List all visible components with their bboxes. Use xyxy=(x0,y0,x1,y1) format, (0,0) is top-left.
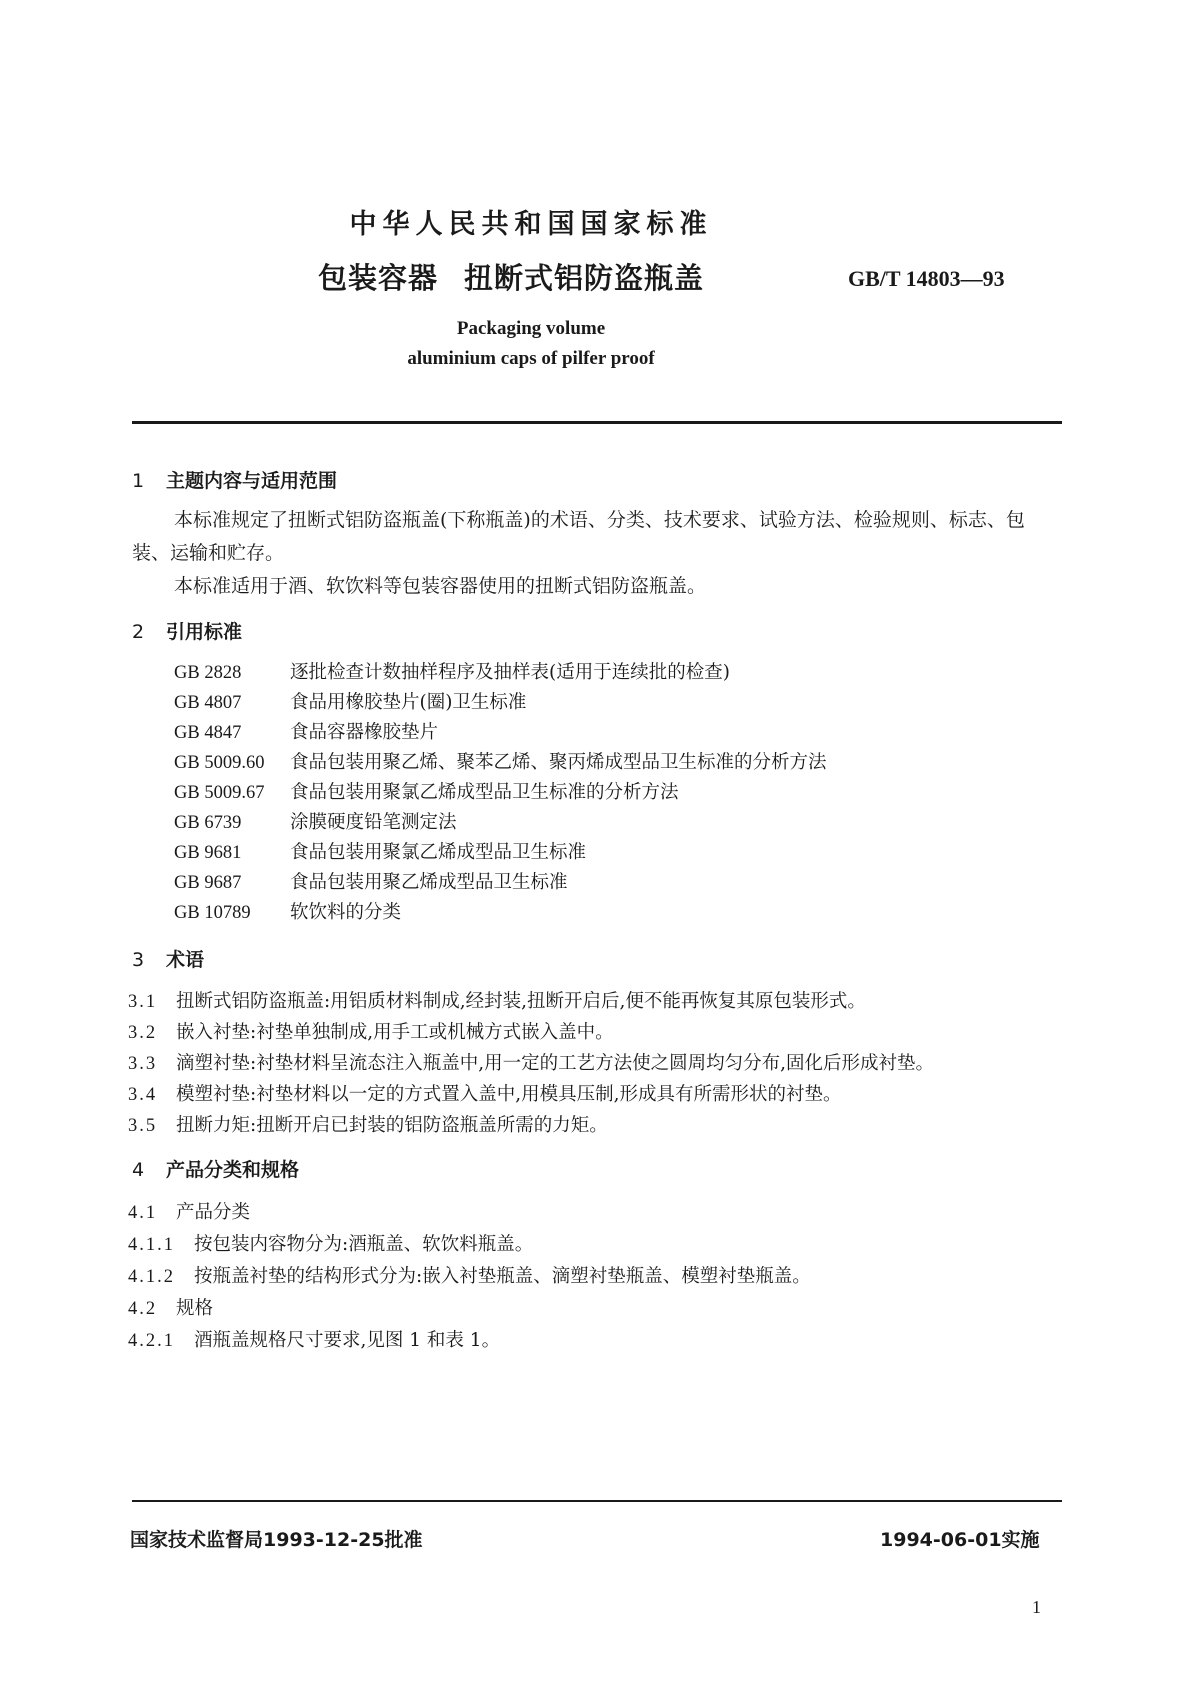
reference-title: 食品包装用聚乙烯成型品卫生标准 xyxy=(290,872,568,893)
clause-number: 4.1.2 xyxy=(128,1267,175,1287)
reference-title: 食品包装用聚乙烯、聚苯乙烯、聚丙烯成型品卫生标准的分析方法 xyxy=(290,752,827,773)
term-text: 嵌入衬垫:衬垫单独制成,用手工或机械方式嵌入盖中。 xyxy=(176,1022,614,1043)
clause-text: 规格 xyxy=(176,1298,214,1319)
clause-number: 4.1.1 xyxy=(128,1235,175,1255)
header-divider xyxy=(132,421,1062,424)
section-1-body xyxy=(132,504,1062,603)
reference-item xyxy=(174,748,827,774)
reference-item xyxy=(174,778,679,804)
title-cn-part-a: 包装容器 xyxy=(318,261,439,295)
term-number: 3.3 xyxy=(128,1054,158,1074)
national-standard-heading: 中华人民共和国国家标准 xyxy=(349,209,713,240)
term-item xyxy=(128,1018,614,1044)
section-number: 3 xyxy=(132,949,145,971)
reference-code: GB 5009.67 xyxy=(174,783,265,803)
section-title: 引用标准 xyxy=(166,621,243,643)
approval-note: 国家技术监督局1993-12-25批准 xyxy=(130,1529,423,1551)
section-1-heading xyxy=(132,466,337,493)
term-number: 3.5 xyxy=(128,1116,158,1136)
reference-item xyxy=(174,808,457,834)
term-item xyxy=(128,1049,934,1075)
term-number: 3.2 xyxy=(128,1023,158,1043)
clause-item xyxy=(128,1230,533,1256)
page-number: 1 xyxy=(1032,1597,1041,1617)
paragraph: 本标准适用于酒、软饮料等包装容器使用的扭断式铝防盗瓶盖。 xyxy=(174,575,707,597)
clause-number: 4.1 xyxy=(128,1203,158,1223)
clause-text: 产品分类 xyxy=(176,1202,251,1223)
reference-item xyxy=(174,868,568,894)
clause-text: 按包装内容物分为:酒瓶盖、软饮料瓶盖。 xyxy=(194,1234,534,1255)
implementation-date: 1994-06-01实施 xyxy=(880,1529,1040,1551)
section-3-heading xyxy=(132,945,204,972)
term-number: 3.4 xyxy=(128,1085,158,1105)
reference-title: 食品容器橡胶垫片 xyxy=(290,722,439,743)
footer-divider xyxy=(132,1500,1062,1502)
term-text: 模塑衬垫:衬垫材料以一定的方式置入盖中,用模具压制,形成具有所需形状的衬垫。 xyxy=(176,1084,842,1105)
section-number: 2 xyxy=(132,621,145,643)
title-en-line-1: Packaging volume xyxy=(456,318,606,339)
section-title: 产品分类和规格 xyxy=(166,1159,300,1181)
section-number: 4 xyxy=(132,1159,145,1181)
reference-item xyxy=(174,688,526,714)
reference-title: 食品包装用聚氯乙烯成型品卫生标准 xyxy=(290,842,587,863)
standard-number: GB/T 14803—93 xyxy=(848,266,1005,291)
term-text: 扭断力矩:扭断开启已封装的铝防盗瓶盖所需的力矩。 xyxy=(176,1115,608,1136)
term-text: 滴塑衬垫:衬垫材料呈流态注入瓶盖中,用一定的工艺方法使之圆周均匀分布,固化后形成衬垫。 xyxy=(176,1053,934,1074)
clause-text: 按瓶盖衬垫的结构形式分为:嵌入衬垫瓶盖、滴塑衬垫瓶盖、模塑衬垫瓶盖。 xyxy=(194,1266,811,1287)
clause-number: 4.2 xyxy=(128,1299,158,1319)
section-title: 术语 xyxy=(166,949,205,971)
reference-code: GB 6739 xyxy=(174,813,242,833)
term-item xyxy=(128,1111,608,1137)
title-cn-part-b: 扭断式铝防盗瓶盖 xyxy=(464,261,705,295)
reference-code: GB 4847 xyxy=(174,723,242,743)
reference-item xyxy=(174,898,401,924)
term-item xyxy=(128,987,866,1013)
term-item xyxy=(128,1080,842,1106)
term-number: 3.1 xyxy=(128,992,158,1012)
section-number: 1 xyxy=(132,470,145,492)
clause-number: 4.2.1 xyxy=(128,1331,175,1351)
clause-item xyxy=(128,1326,500,1352)
clause-text: 酒瓶盖规格尺寸要求,见图 1 和表 1。 xyxy=(194,1330,501,1351)
section-2-heading xyxy=(132,617,242,644)
term-text: 扭断式铝防盗瓶盖:用铝质材料制成,经封装,扭断开启后,便不能再恢复其原包装形式。 xyxy=(176,991,866,1012)
document-title-cn xyxy=(318,256,704,297)
reference-code: GB 2828 xyxy=(174,663,242,683)
reference-title: 涂膜硬度铅笔测定法 xyxy=(290,812,457,833)
reference-title: 逐批检查计数抽样程序及抽样表(适用于连续批的检查) xyxy=(290,662,730,683)
paragraph: 本标准规定了扭断式铝防盗瓶盖(下称瓶盖)的术语、分类、技术要求、试验方法、检验规则、标志、包装、运输和贮存。 xyxy=(132,509,1025,564)
clause-item xyxy=(128,1294,213,1320)
reference-code: GB 5009.60 xyxy=(174,753,265,773)
clause-item xyxy=(128,1262,811,1288)
section-title: 主题内容与适用范围 xyxy=(166,470,338,492)
title-en-line-2: aluminium caps of pilfer proof xyxy=(407,348,655,369)
reference-title: 食品用橡胶垫片(圈)卫生标准 xyxy=(290,692,527,713)
reference-title: 食品包装用聚氯乙烯成型品卫生标准的分析方法 xyxy=(290,782,679,803)
reference-code: GB 9687 xyxy=(174,873,242,893)
section-4-heading xyxy=(132,1155,299,1182)
reference-item xyxy=(174,658,730,684)
reference-item xyxy=(174,718,438,744)
clause-item xyxy=(128,1198,250,1224)
reference-item xyxy=(174,838,586,864)
reference-code: GB 9681 xyxy=(174,843,242,863)
reference-code: GB 10789 xyxy=(174,903,251,923)
reference-title: 软饮料的分类 xyxy=(290,902,402,923)
reference-code: GB 4807 xyxy=(174,693,242,713)
